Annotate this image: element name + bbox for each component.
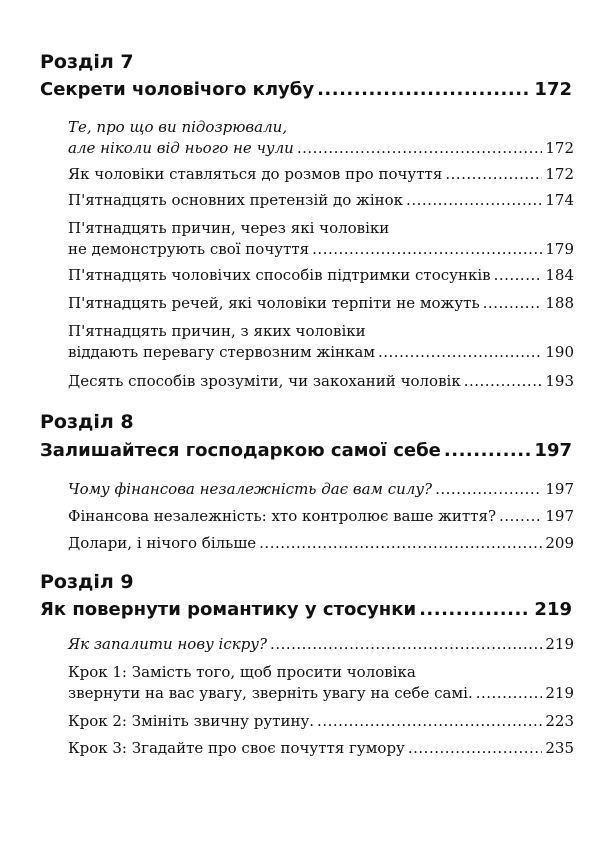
entry-text-line: П'ятнадцять чоловічих способів підтримки стосунків — [68, 266, 491, 284]
leader-dots — [317, 711, 542, 732]
entry-page-number: 223 — [545, 712, 574, 730]
entry-text-line: Крок 3: Згадайте про своє почуття гумору — [68, 739, 405, 757]
entry-text-line: Десять способів зрозуміти, чи закоханий чоловік — [68, 372, 461, 390]
chapter-title: Залишайтеся господаркою самої себе — [40, 440, 441, 461]
entry-page-number: 197 — [545, 507, 574, 525]
chapter-title-row[interactable] — [40, 598, 572, 622]
toc-entry[interactable] — [68, 190, 574, 211]
leader-dots — [444, 439, 532, 463]
entry-text-line: П'ятнадцять причин, з яких чоловіки — [68, 322, 366, 340]
entry-text-line: Як запалити нову іскру? — [68, 635, 268, 653]
toc-entry[interactable] — [68, 293, 574, 314]
leader-dots — [406, 190, 542, 211]
entry-text-line: Крок 1: Замість того, щоб просити чоловіка — [68, 663, 416, 681]
entry-page-number: 174 — [545, 191, 574, 209]
leader-dots — [408, 738, 542, 759]
toc-entry[interactable] — [68, 321, 574, 363]
leader-dots — [499, 506, 542, 527]
entry-text-line: Чому фінансова незалежність дає вам силу? — [68, 480, 433, 498]
entry-page-number: 193 — [545, 372, 574, 390]
chapter-title-row[interactable] — [40, 439, 572, 463]
leader-dots — [464, 371, 543, 392]
toc-entry[interactable] — [68, 738, 574, 759]
entry-page-number: 184 — [545, 266, 574, 284]
entry-page-number: 219 — [545, 635, 574, 653]
toc-entry[interactable] — [68, 711, 574, 732]
entry-text-line: віддають перевагу стервозним жінкам — [68, 343, 375, 361]
toc-entry[interactable] — [68, 371, 574, 392]
chapter-page-number: 219 — [534, 599, 572, 620]
entry-text-line: Як чоловіки ставляться до розмов про почуття — [68, 165, 443, 183]
leader-dots — [270, 634, 542, 655]
leader-dots — [476, 683, 543, 704]
entry-page-number: 190 — [545, 343, 574, 361]
entry-text-line: Те, про що ви підозрювали, — [68, 118, 288, 136]
entry-text-line: П'ятнадцять речей, які чоловіки терпіти не можуть — [68, 294, 480, 312]
entry-page-number: 172 — [545, 165, 574, 183]
toc-entry[interactable] — [68, 634, 574, 655]
chapter-page-number: 172 — [534, 79, 572, 100]
entry-page-number: 172 — [545, 139, 574, 157]
chapter-title-row[interactable] — [40, 78, 572, 102]
entry-text-line: не демонструють свої почуття — [68, 240, 310, 258]
entry-page-number: 188 — [545, 294, 574, 312]
toc-entry[interactable] — [68, 479, 574, 500]
chapter-title: Секрети чоловічого клубу — [40, 79, 315, 100]
leader-dots — [483, 293, 543, 314]
entry-page-number: 179 — [545, 240, 574, 258]
section-label: Розділ 8 — [40, 411, 134, 433]
leader-dots — [259, 533, 542, 554]
entry-page-number: 197 — [545, 480, 574, 498]
toc-entry[interactable] — [68, 533, 574, 554]
toc-entry[interactable] — [68, 164, 574, 185]
toc-entry[interactable] — [68, 662, 574, 704]
entry-text-line: П'ятнадцять основних претензій до жінок — [68, 191, 404, 209]
entry-text-line: Долари, і нічого більше — [68, 534, 257, 552]
leader-dots — [445, 164, 542, 185]
entry-page-number: 235 — [545, 739, 574, 757]
entry-text-line: Крок 2: Змініть звичну рутину. — [68, 712, 315, 730]
section-label: Розділ 9 — [40, 571, 134, 593]
leader-dots — [494, 265, 543, 286]
entry-text-line: звернути на вас увагу, зверніть увагу на себе самі. — [68, 684, 473, 702]
section-label: Розділ 7 — [40, 51, 134, 73]
entry-text-line: Фінансова незалежність: хто контролює ваше життя? — [68, 507, 496, 525]
toc-entry[interactable] — [68, 117, 574, 159]
leader-dots — [378, 342, 542, 363]
leader-dots — [317, 78, 531, 102]
chapter-title: Як повернути романтику у стосунки — [40, 599, 417, 620]
entry-text-line: але ніколи від нього не чули — [68, 139, 294, 157]
toc-entry[interactable] — [68, 218, 574, 260]
chapter-page-number: 197 — [534, 440, 572, 461]
toc-entry[interactable] — [68, 265, 574, 286]
toc-entry[interactable] — [68, 506, 574, 527]
leader-dots — [435, 479, 542, 500]
leader-dots — [419, 598, 531, 622]
entry-page-number: 219 — [545, 684, 574, 702]
entry-text-line: П'ятнадцять причин, через які чоловіки — [68, 219, 390, 237]
entry-page-number: 209 — [545, 534, 574, 552]
leader-dots — [297, 138, 543, 159]
leader-dots — [312, 239, 542, 260]
